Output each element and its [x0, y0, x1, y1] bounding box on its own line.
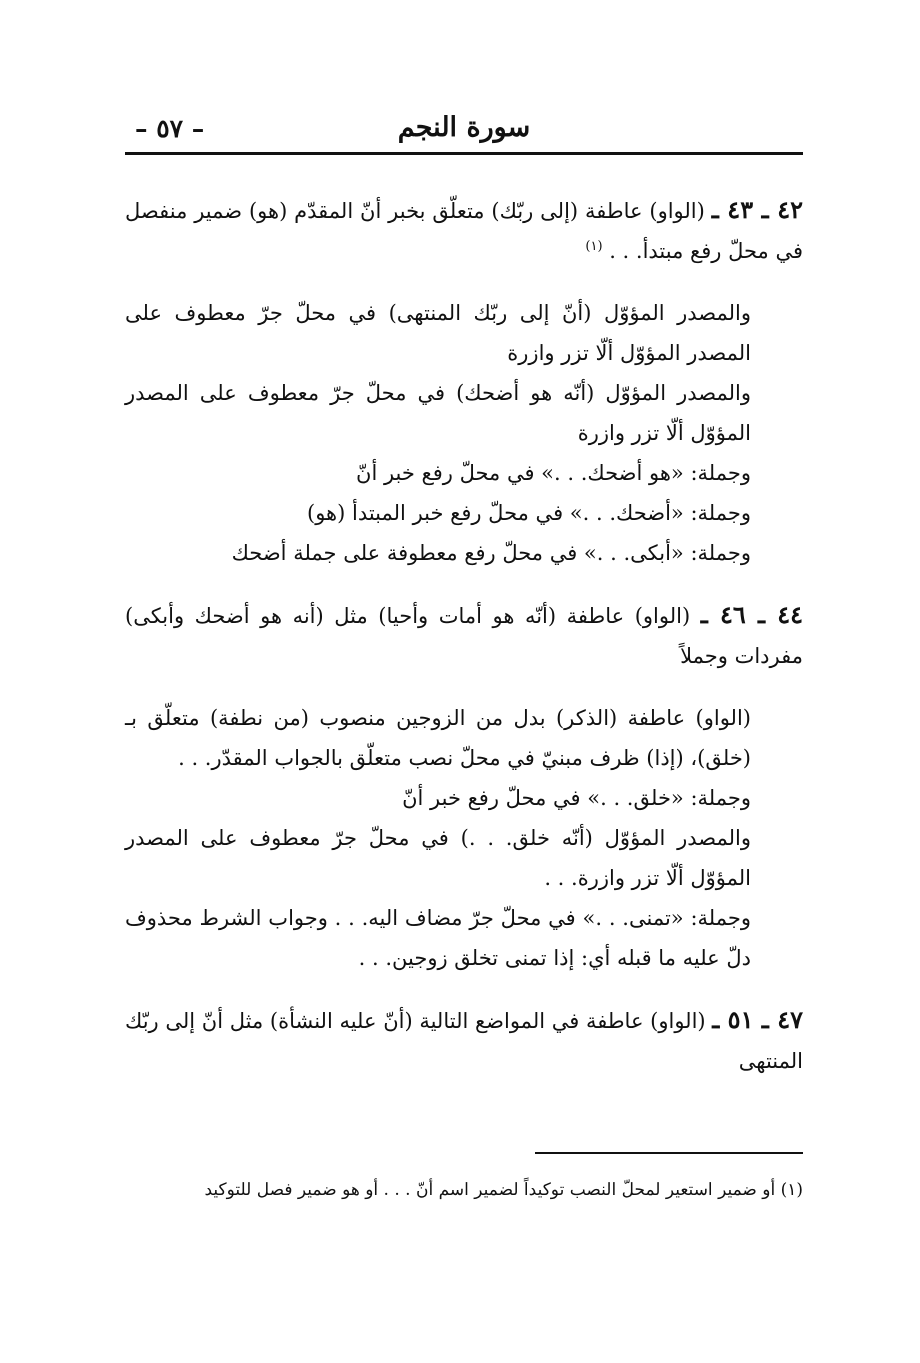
section-verses-42-43 — [125, 190, 803, 271]
spacer — [125, 271, 803, 293]
section-verses-47-51 — [125, 1000, 803, 1081]
paragraph-text: (الواو) عاطفة (أنّه هو أمات وأحيا) مثل (أنه هو أضحك وأبكى) مفردات وجملاً — [125, 604, 803, 668]
spacer — [125, 978, 803, 1000]
footnote-rule — [535, 1152, 803, 1154]
paragraph-text: (الواو) عاطفة (إلى ربّك) متعلّق بخبر أنّ المقدّم (هو) ضمير منفصل في محلّ رفع مبتدأ. . . — [125, 199, 803, 263]
section-verses-44-46 — [125, 595, 803, 676]
footnote-reference: (١) — [585, 239, 603, 254]
footnote: (١) أو ضمير استعير لمحلّ النصب توكيداً لضمير اسم أنّ . . . أو هو ضمير فصل للتوكيد — [204, 1180, 803, 1200]
paragraph: وجملة: «أبكى. . .» في محلّ رفع معطوفة على جملة أضحك — [231, 541, 751, 565]
paragraph: وجملة: «أضحك. . .» في محلّ رفع خبر المبتدأ (هو) — [307, 501, 751, 525]
verse-number: ٤٧ ـ ٥١ ـ — [712, 1005, 803, 1034]
page-number: – ٥٧ – — [135, 114, 205, 143]
paragraph: وجملة: «هو أضحك. . .» في محلّ رفع خبر أنّ — [356, 461, 751, 485]
paragraph-text: (الواو) عاطفة في المواضع التالية (أنّ عليه النشأة) مثل أنّ إلى ربّك المنتهى — [125, 1009, 803, 1073]
spacer — [125, 676, 803, 698]
verse-number: ٤٤ ـ ٤٦ ـ — [700, 600, 803, 629]
paragraph: والمصدر المؤوّل (أنّ إلى ربّك المنتهى) في محلّ جرّ معطوف على المصدر المؤوّل ألّا تزر وازرة — [125, 301, 751, 365]
spacer — [125, 573, 803, 595]
verse-number: ٤٢ ـ ٤٣ ـ — [711, 195, 803, 224]
header-rule — [125, 152, 803, 155]
surah-title: سورة النجم — [397, 112, 531, 143]
paragraph: وجملة: «تمنى. . .» في محلّ جرّ مضاف اليه. . . وجواب الشرط محذوف دلّ عليه ما قبله أي: إذا تمنى تخلق زوجين. . . — [125, 906, 751, 970]
paragraph: والمصدر المؤوّل (أنّه هو أضحك) في محلّ جرّ معطوف على المصدر المؤوّل ألّا تزر وازرة — [125, 381, 751, 445]
page-header — [125, 110, 803, 150]
paragraph: وجملة: «خلق. . .» في محلّ رفع خبر أنّ — [402, 786, 751, 810]
paragraph: والمصدر المؤوّل (أنّه خلق. . .) في محلّ جرّ معطوف على المصدر المؤوّل ألّا تزر وازرة. . . — [125, 826, 751, 890]
page-body — [125, 190, 803, 1081]
paragraph: (الواو) عاطفة (الذكر) بدل من الزوجين منصوب (من نطفة) متعلّق بـ (خلق)، (إذا) ظرف مبنيّ في محلّ نصب متعلّق بالجواب المقدّر. . . — [125, 706, 751, 770]
